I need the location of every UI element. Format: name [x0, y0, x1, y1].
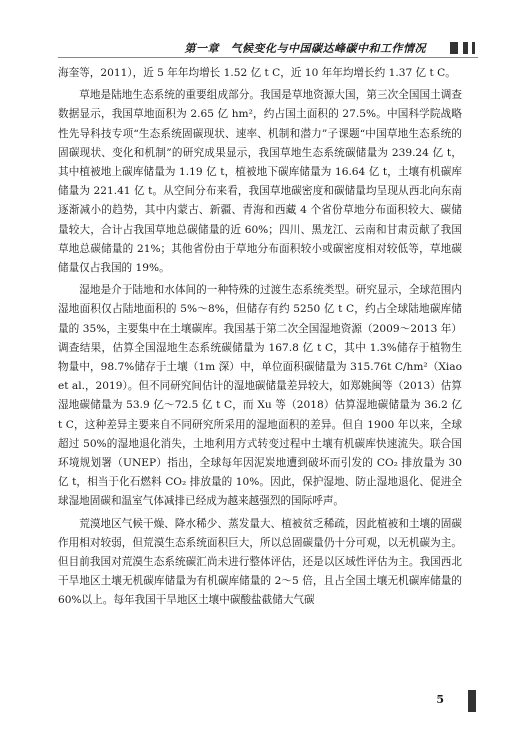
paragraph-grassland: 草地是陆地生态系统的重要组成部分。我国是草地资源大国，第三次全国国土调查数据显示，我国草地面积为 2.65 亿 hm²，约占国土面积的 27.5%。中国科学院战略性先导科技专项“生态系统固碳现状、速率、机制和潜力”子课题“中国草地生态系统的固碳现状、变化和机制”的研究成果显示，我国草地生态系统碳储量为 239.24 亿 t，其中植被地上碳库储量为 1.19 亿 t，植被地下碳库储量为 16.64 亿 t，土壤有机碳库储量为 221.41 亿 t。从空间分布来看，我国草地碳密度和碳储量均呈现从西北向东南逐渐减小的趋势，其中内蒙古、新疆、青海和西藏 4 个省份草地分布面积较大、碳储量较大，合计占我国草地总碳储量的近 60%；四川、黑龙江、云南和甘肃贡献了我国草地总碳储量的 21%；其他省份由于草地分布面积较小或碳密度相对较低等，草地碳储量仅占我国的 19%。: [58, 89, 462, 275]
header-decoration-bar: [463, 42, 468, 54]
footer-decoration-bar: [468, 690, 476, 712]
header-decoration-bar: [450, 42, 458, 54]
paragraph-wetland: 湿地是介于陆地和水体间的一种特殊的过渡生态系统类型。研究显示，全球范围内湿地面积仅占陆地面积的 5%～8%，但储存有约 5250 亿 t C，约占全球陆地碳库储量的 35%，主要集中在土壤碳库。我国基于第二次全国湿地资源（2009～2013 年）调查结果，估算全国湿地生态系统碳储量为 167.8 亿 t C，其中 1.3%储存于植物生物量中，98.7%储存于土壤（1m 深）中，单位面积碳储量为 315.76t C/hm²（Xiao et al.，2019）。但不同研究间估计的湿地碳储量差异较大，如郑姚闽等（2013）估算湿地碳储量为 53.9 亿～72.5 亿 t C，而 Xu 等（2018）估算湿地碳储量为 36.2 亿 t C，这种差异主要来自不同研究所采用的湿地面积的差异。但自 1900 年以来，全球超过 50%的湿地退化消失，土地利用方式转变过程中土壤有机碳库快速流失。联合国环境规划署（UNEP）指出，全球每年因泥炭地遭到破坏而引发的 CO₂ 排放量为 30 亿 t，相当于化石燃料 CO₂ 排放量的 10%。因此，保护湿地、防止湿地退化、促进全球湿地固碳和温室气体减排已经成为越来越强烈的国际呼声。: [58, 284, 462, 508]
paragraph-desert: 荒漠地区气候干燥、降水稀少、蒸发量大、植被贫乏稀疏，因此植被和土壤的固碳作用相对较弱，但荒漠生态系统面积巨大，所以总固碳量仍十分可观，以无机碳为主。但目前我国对荒漠生态系统碳汇尚未进行整体评估，还是以区域性评估为主。我国西北干旱地区土壤无机碳库储量为有机碳库储量的 2～5 倍，且占全国土壤无机碳库储量的 60%以上。每年我国干旱地区土壤中碳酸盐截储大气碳: [58, 517, 462, 607]
chapter-title: 第一章 气候变化与中国碳达峰碳中和工作情况: [184, 42, 426, 55]
header-decoration-bar: [472, 42, 475, 54]
running-header: [0, 38, 520, 60]
header-rule: [58, 57, 478, 58]
page-number: 5: [436, 693, 444, 706]
body-text: [58, 64, 462, 614]
paragraph-continuation: 海奎等，2011），近 5 年年均增长 1.52 亿 t C，近 10 年年均增长约 1.37 亿 t C。: [58, 67, 456, 79]
